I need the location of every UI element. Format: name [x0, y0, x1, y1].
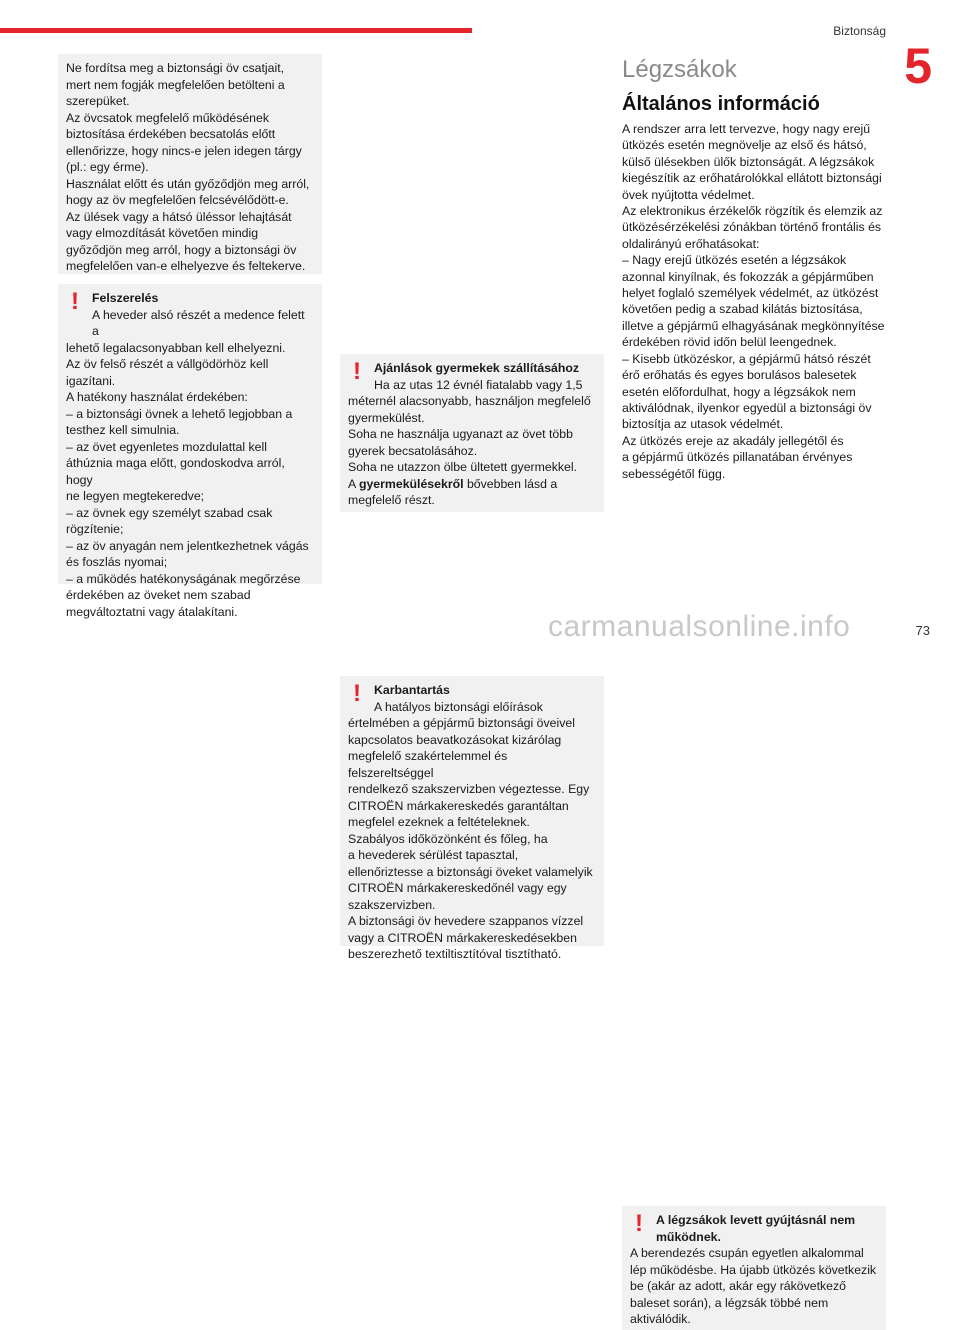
child-seats-link-text: gyermekülésekről	[358, 476, 464, 491]
warning-exclamation-icon: !	[635, 1210, 643, 1237]
general-info-subheading: Általános információ	[622, 93, 820, 115]
installation-warning-box	[58, 284, 322, 619]
chapter-number: 5	[904, 38, 932, 94]
child-transport-warning-box	[340, 354, 604, 512]
warning-exclamation-icon: !	[353, 680, 361, 707]
maintenance-warning-box	[340, 676, 604, 961]
header-accent-bar	[0, 28, 472, 33]
maintenance-warning-title: Karbantartás	[374, 683, 450, 697]
installation-warning-first-line: A heveder alsó részét a medence felett a	[92, 307, 305, 338]
airbag-ignition-warning-title: A légzsákok levett gyújtásnál nem működnek.	[656, 1213, 856, 1244]
installation-warning-text: lehető legalacsonyabban kell elhelyezni. Az öv felső részét a vállgödörhöz kell igazítani. A hatékony használat érdekében: – a biztonsági övnek a lehető legjobban a testhez kell simulnia. – az övet egyenletes mozdulattal kell áthúznia maga előtt, gondoskodva arról, hogy ne legyen megtekeredve; – az övnek egy személyt szabad csak rögzítenie; – az öv anyagán nem jelentkezhetnek vágás és foszlás nyomai; – a működés hatékonyságának megőrzése érdekében az öveket nem szabad megváltoztatni vagy átalakítani.	[66, 340, 309, 619]
child-transport-text	[348, 393, 596, 509]
child-transport-first-line: Ha az utas 12 évnél fiatalabb vagy 1,5	[374, 377, 583, 392]
page-number: 73	[915, 623, 930, 638]
warning-exclamation-icon: !	[353, 358, 361, 385]
warning-exclamation-icon: !	[71, 288, 79, 315]
child-transport-warning-title: Ajánlások gyermekek szállításához	[374, 361, 580, 375]
airbag-ignition-warning-box	[622, 1206, 886, 1330]
airbag-ignition-warning-text: A berendezés csupán egyetlen alkalommal lép működésbe. Ha újabb ütközés következik be (akár az adott, akár egy rákövetkező baleset során), a légzsák többé nem aktiválódik.	[630, 1246, 877, 1326]
airbags-body-text: A rendszer arra lett tervezve, hogy nagy erejű ütközés esetén megnövelje az első és hátsó, külső ülésekben ülők biztonságát. A légzsákok kiegészítik az erőhatárolókkal ellátott biztonsági övek nyújtotta védelmet. Az elektronikus érzékelők rögzítik és elemzik az ütközésérzékelési zónákban történő frontális és oldalirányú erőhatásokat: – Nagy erejű ütközés esetén a légzsákok azonnal kinyílnak, és fokozzák a gépjárműben helyet foglaló személyek védelmét, az ütközést követően pedig a szabad kilátás biztosítása, illetve a gépjármű elhagyásának megkönnyítése érdekében rövid időn belül leengednek. – Kisebb ütközéskor, a gépjármű hátsó részét érő erőhatás és egyes borulásos balesetek esetén előfordulhat, hogy a légzsákok nem aktiválódnak, ilyenkor egyedül a biztonsági öv biztosítja az utasok védelmét. Az ütközés ereje az akadály jellegétől és a gépjármű ütközés pillanatában érvényes sebességétől függ.	[622, 122, 885, 481]
child-transport-text-a: méternél alacsonyabb, használjon megfelelő gyermekülést. Soha ne használja ugyanazt az övet több gyerek becsatolásához. Soha ne utazzon ölbe ültetett gyermekkel. A	[348, 394, 591, 491]
installation-warning-title: Felszerelés	[92, 291, 159, 305]
maintenance-text: értelmében a gépjármű biztonsági öveivel kapcsolatos beavatkozásokat kizárólag megfelelő szakértelemmel és felszereltséggel rendelkező szakszervizben végeztesse. Egy CITROËN márkakereskedés garantáltan megfelel ezeknek a feltételeknek. Szabályos időközönként és főleg, ha a hevederek sérülést tapasztal, ellenőriztesse a biztonsági öveket valamelyik CITROËN márkakereskedőnél vagy egy szakszervizben. A biztonsági öv hevedere szappanos vízzel vagy a CITROËN márkakereskedésekben beszerezhető textiltisztítóval tisztítható.	[348, 716, 593, 961]
airbags-heading: Légzsákok	[622, 56, 737, 83]
maintenance-first-line: A hatályos biztonsági előírások	[374, 699, 543, 714]
section-title: Biztonság	[833, 24, 886, 38]
seatbelt-buckle-note-text: Ne fordítsa meg a biztonsági öv csatjait, mert nem fogják megfelelően betölteni a szerepüket. Az övcsatok megfelelő működésének biztosítása érdekében becsatolás előtt ellenőrizze, hogy nincs-e jelen idegen tárgy (pl.: egy érme). Használat előtt és után győződjön meg arról, hogy az öv megfelelően felcsévélődött-e. Az ülések vagy a hátsó üléssor lehajtását vagy elmozdítását követően mindig győződjön meg arról, hogy a biztonsági öv megfelelően van-e elhelyezve és feltekerve.	[66, 61, 310, 273]
child-transport-text-b: bővebben lásd a megfelelő részt.	[348, 476, 558, 507]
seatbelt-buckle-note-box	[58, 54, 322, 274]
watermark-text: carmanualsonline.info	[548, 610, 851, 643]
